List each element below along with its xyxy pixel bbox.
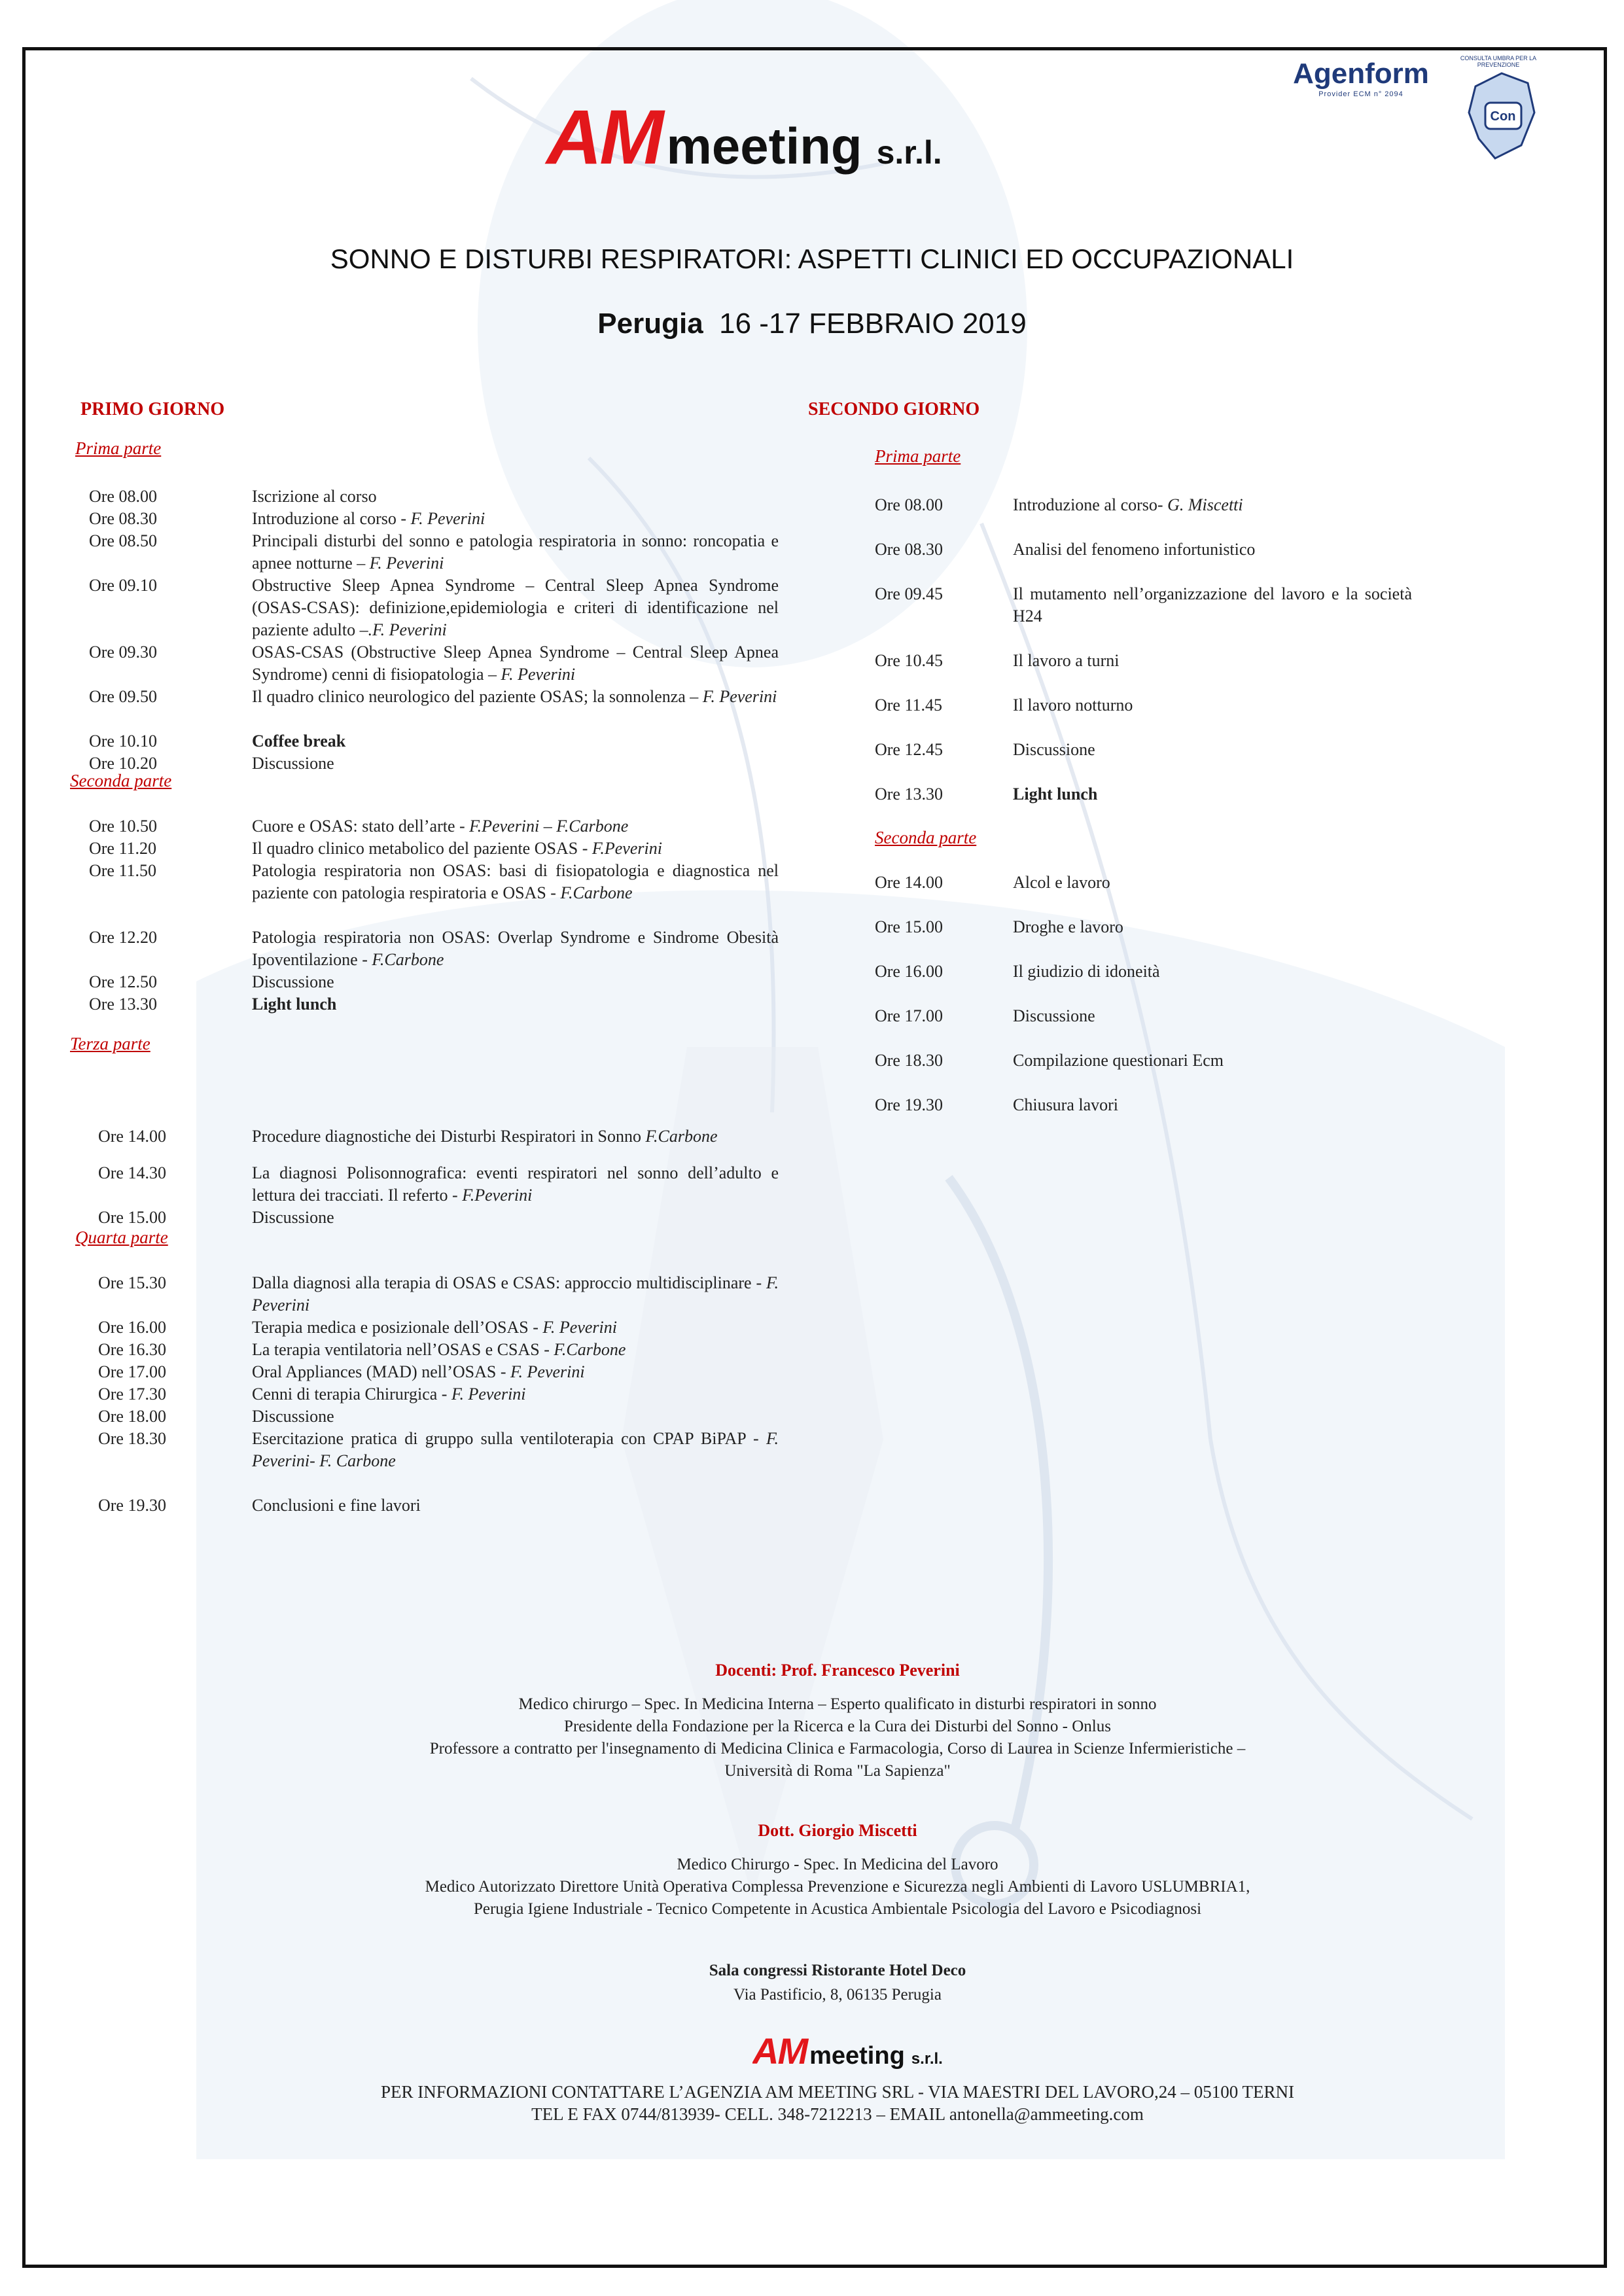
day1-part-label: Quarta parte <box>75 1227 168 1247</box>
agenform-subtitle: Provider ECM n° 2094 <box>1318 90 1403 98</box>
schedule-topic: Principali disturbi del sonno e patologia respiratoria in sonno: roncopatia e apnee notturne – <box>252 531 779 573</box>
schedule-topic: Patologia respiratoria non OSAS: basi di fisiopatologia e diagnostica nel paziente con patologia respiratoria e OSAS - <box>252 861 779 902</box>
schedule-speaker: F. Peverini <box>501 665 576 684</box>
schedule-speaker: G. Miscetti <box>1167 495 1243 514</box>
schedule-description <box>252 574 779 641</box>
schedule-topic: Il mutamento nell’organizzazione del lavoro e la società H24 <box>1013 584 1412 626</box>
agenform-logo <box>1282 58 1439 98</box>
schedule-speaker: F. Peverini <box>542 1318 617 1337</box>
logo-meeting-text: meeting <box>666 117 862 175</box>
schedule-description <box>1013 1094 1412 1116</box>
schedule-speaker: F.Carbone <box>554 1340 626 1359</box>
schedule-description <box>252 486 779 508</box>
schedule-description <box>1013 539 1412 561</box>
schedule-time: Ore 08.30 <box>875 540 943 559</box>
schedule-description <box>252 641 779 686</box>
schedule-description <box>252 1272 779 1316</box>
schedule-time: Ore 10.45 <box>875 651 943 670</box>
schedule-time: Ore 08.50 <box>89 531 157 550</box>
schedule-description <box>252 1428 779 1472</box>
schedule-topic: Introduzione al corso- <box>1013 495 1168 514</box>
schedule-topic: Patologia respiratoria non OSAS: Overlap Syndrome e Sindrome Obesità Ipoventilazione - <box>252 928 779 969</box>
schedule-topic: Compilazione questionari Ecm <box>1013 1051 1224 1070</box>
footer-contact-line: PER INFORMAZIONI CONTATTARE L’AGENZIA AM MEETING SRL - VIA MAESTRI DEL LAVORO,24 – 05100 TERNI <box>381 2082 1294 2102</box>
day1-title: PRIMO GIORNO <box>80 399 225 419</box>
schedule-time: Ore 15.30 <box>98 1273 166 1292</box>
schedule-time: Ore 11.45 <box>875 696 943 715</box>
schedule-topic: Cuore e OSAS: stato dell’arte - <box>252 817 470 836</box>
schedule-time: Ore 12.20 <box>89 928 157 947</box>
schedule-topic: Esercitazione pratica di gruppo sulla ventiloterapia con CPAP BiPAP - <box>252 1429 766 1448</box>
schedule-topic: Dalla diagnosi alla terapia di OSAS e CSAS: approccio multidisciplinare - <box>252 1273 766 1292</box>
schedule-topic: Iscrizione al corso <box>252 487 377 506</box>
schedule-time: Ore 19.30 <box>98 1496 166 1515</box>
schedule-speaker: F. Peverini <box>451 1385 526 1404</box>
event-dates: 16 -17 FEBBRAIO 2019 <box>719 308 1027 340</box>
schedule-speaker: F. Peverini <box>410 509 485 528</box>
schedule-speaker: F. Peverini <box>702 687 777 706</box>
day1-part-label: Terza parte <box>70 1034 150 1053</box>
schedule-time: Ore 17.00 <box>98 1362 166 1381</box>
document-title: SONNO E DISTURBI RESPIRATORI: ASPETTI CLINICI ED OCCUPAZIONALI <box>330 243 1294 274</box>
schedule-description <box>252 815 779 838</box>
schedule-time: Ore 10.20 <box>89 754 157 773</box>
schedule-time: Ore 14.30 <box>98 1163 166 1182</box>
logo-srl-text: s.r.l. <box>876 134 942 171</box>
schedule-description <box>252 686 779 708</box>
schedule-speaker: F.Peverini <box>462 1186 533 1205</box>
consulta-caption: CONSULTA UMBRA PER LA PREVENZIONE <box>1460 55 1537 68</box>
schedule-speaker: F.Carbone <box>372 950 444 969</box>
schedule-topic: Analisi del fenomeno infortunistico <box>1013 540 1256 559</box>
schedule-topic: Coffee break <box>252 732 346 751</box>
schedule-description <box>1013 916 1412 938</box>
schedule-description <box>252 1316 779 1339</box>
venue-address: Via Pastificio, 8, 06135 Perugia <box>733 1986 942 2004</box>
schedule-topic: Discussione <box>252 1208 334 1227</box>
schedule-time: Ore 16.00 <box>98 1318 166 1337</box>
schedule-topic: Chiusura lavori <box>1013 1095 1119 1114</box>
day1-part-label: Seconda parte <box>70 771 172 790</box>
schedule-topic: La terapia ventilatoria nell’OSAS e CSAS - <box>252 1340 554 1359</box>
schedule-topic: Introduzione al corso - <box>252 509 411 528</box>
schedule-description <box>252 530 779 574</box>
schedule-topic: OSAS-CSAS (Obstructive Sleep Apnea Syndrome – Central Sleep Apnea Syndrome) cenni di fisiopatologia – <box>252 643 779 684</box>
faculty-peverini-name: Docenti: Prof. Francesco Peverini <box>715 1661 960 1680</box>
faculty-miscetti-line: Medico Autorizzato Direttore Unità Operativa Complessa Prevenzione e Sicurezza negli Ambienti di Lavoro USLUMBRIA1, <box>425 1878 1250 1896</box>
small-logo-am-text: AM <box>752 2030 807 2069</box>
schedule-description <box>252 971 779 993</box>
schedule-topic: Discussione <box>252 754 334 773</box>
schedule-topic: Light lunch <box>1013 785 1098 804</box>
schedule-topic: Obstructive Sleep Apnea Syndrome – Central Sleep Apnea Syndrome (OSAS-CSAS): definizione,epidemiologia e criteri di identificazione nel paziente adulto – <box>252 576 779 639</box>
schedule-topic: Terapia medica e posizionale dell’OSAS - <box>252 1318 543 1337</box>
schedule-topic: Conclusioni e fine lavori <box>252 1496 421 1515</box>
schedule-time: Ore 16.30 <box>98 1340 166 1359</box>
schedule-time: Ore 16.00 <box>875 962 943 981</box>
schedule-time: Ore 11.50 <box>89 861 157 880</box>
faculty-peverini-line: Presidente della Fondazione per la Ricerca e la Cura dei Disturbi del Sonno - Onlus <box>564 1718 1111 1735</box>
schedule-time: Ore 09.50 <box>89 687 157 706</box>
schedule-time: Ore 13.30 <box>875 785 943 804</box>
schedule-description <box>252 1207 779 1229</box>
schedule-description <box>252 927 779 971</box>
schedule-time: Ore 15.00 <box>98 1208 166 1227</box>
schedule-description <box>1013 739 1412 761</box>
faculty-peverini-line: Medico chirurgo – Spec. In Medicina Interna – Esperto qualificato in disturbi respiratori in sonno <box>518 1695 1157 1713</box>
schedule-topic: Alcol e lavoro <box>1013 873 1110 892</box>
schedule-time: Ore 15.00 <box>875 917 943 936</box>
svg-text:Con: Con <box>1490 109 1516 124</box>
day1-part-label: Prima parte <box>75 438 162 458</box>
schedule-topic: Il quadro clinico metabolico del paziente OSAS - <box>252 839 592 858</box>
schedule-topic: Discussione <box>1013 740 1095 759</box>
footer-contact-line: TEL E FAX 0744/813939- CELL. 348-7212213 – EMAIL antonella@ammeeting.com <box>531 2104 1144 2124</box>
schedule-description <box>252 838 779 860</box>
day2-title: SECONDO GIORNO <box>808 399 980 419</box>
schedule-topic: Droghe e lavoro <box>1013 917 1123 936</box>
schedule-speaker: F. Peverini <box>369 554 444 573</box>
schedule-time: Ore 09.10 <box>89 576 157 595</box>
schedule-time: Ore 10.10 <box>89 732 157 751</box>
day2-part-label: Prima parte <box>875 446 961 466</box>
schedule-topic: Light lunch <box>252 995 337 1014</box>
schedule-time: Ore 18.30 <box>98 1429 166 1448</box>
consulta-umbra-logo <box>1449 55 1547 165</box>
faculty-miscetti-name: Dott. Giorgio Miscetti <box>758 1821 917 1840</box>
faculty-peverini-line: Professore a contratto per l'insegnamento di Medicina Clinica e Farmacologia, Corso di Laurea in Scienze Infermieristiche – <box>429 1740 1246 1757</box>
faculty-miscetti-line: Perugia Igiene Industriale - Tecnico Competente in Acustica Ambientale Psicologia del Lavoro e Psicodiagnosi <box>473 1900 1202 1918</box>
schedule-description <box>1013 650 1412 672</box>
schedule-topic: Il lavoro notturno <box>1013 696 1133 715</box>
am-meeting-small-logo <box>752 2030 943 2069</box>
schedule-time: Ore 08.00 <box>89 487 157 506</box>
schedule-description <box>252 1494 779 1517</box>
schedule-time: Ore 14.00 <box>98 1127 166 1146</box>
page-border <box>22 47 1607 2268</box>
schedule-time: Ore 12.50 <box>89 972 157 991</box>
schedule-time: Ore 18.00 <box>98 1407 166 1426</box>
schedule-description <box>1013 494 1412 516</box>
small-logo-meeting-text: meeting <box>809 2042 905 2069</box>
schedule-description <box>252 1361 779 1383</box>
schedule-topic: Oral Appliances (MAD) nell’OSAS - <box>252 1362 510 1381</box>
faculty-miscetti-line: Medico Chirurgo - Spec. In Medicina del Lavoro <box>677 1856 998 1873</box>
schedule-description <box>252 1405 779 1428</box>
schedule-description <box>252 860 779 904</box>
schedule-description <box>252 1383 779 1405</box>
consulta-map-icon <box>1449 60 1547 165</box>
schedule-topic: Procedure diagnostiche dei Disturbi Respiratori in Sonno <box>252 1127 646 1146</box>
schedule-topic: Discussione <box>252 972 334 991</box>
schedule-time: Ore 17.00 <box>875 1006 943 1025</box>
schedule-description <box>252 1162 779 1207</box>
schedule-description <box>1013 1005 1412 1027</box>
day2-part-label: Seconda parte <box>875 828 977 847</box>
document-subtitle <box>0 308 1624 340</box>
schedule-time: Ore 18.30 <box>875 1051 943 1070</box>
schedule-topic: Il lavoro a turni <box>1013 651 1120 670</box>
schedule-description <box>1013 1050 1412 1072</box>
schedule-time: Ore 08.30 <box>89 509 157 528</box>
schedule-description <box>1013 872 1412 894</box>
schedule-description <box>252 508 779 530</box>
schedule-speaker: F. Peverini <box>252 1273 779 1315</box>
schedule-speaker: F. Peverini <box>510 1362 585 1381</box>
schedule-time: Ore 12.45 <box>875 740 943 759</box>
schedule-description <box>1013 961 1412 983</box>
event-city: Perugia <box>597 308 703 340</box>
schedule-description <box>252 752 779 775</box>
schedule-time: Ore 10.50 <box>89 817 157 836</box>
schedule-topic: Cenni di terapia Chirurgica - <box>252 1385 451 1404</box>
schedule-time: Ore 17.30 <box>98 1385 166 1404</box>
faculty-peverini-line: Università di Roma "La Sapienza" <box>724 1762 951 1780</box>
schedule-time: Ore 09.45 <box>875 584 943 603</box>
logo-am-text: AM <box>546 94 662 181</box>
schedule-topic: Discussione <box>1013 1006 1095 1025</box>
am-meeting-logo <box>546 94 942 181</box>
schedule-time: Ore 08.00 <box>875 495 943 514</box>
small-logo-srl-text: s.r.l. <box>911 2050 943 2068</box>
schedule-time: Ore 14.00 <box>875 873 943 892</box>
schedule-speaker: F.Peverini – F.Carbone <box>469 817 629 836</box>
schedule-speaker: F. Peverini- F. Carbone <box>252 1429 779 1470</box>
schedule-time: Ore 19.30 <box>875 1095 943 1114</box>
agenform-name: Agenform <box>1293 58 1429 90</box>
schedule-speaker: F.Carbone <box>560 883 633 902</box>
schedule-time: Ore 11.20 <box>89 839 157 858</box>
schedule-description <box>1013 583 1412 627</box>
schedule-topic: Il quadro clinico neurologico del paziente OSAS; la sonnolenza – <box>252 687 703 706</box>
venue-name: Sala congressi Ristorante Hotel Deco <box>709 1962 966 1979</box>
schedule-speaker: .F. Peverini <box>368 620 447 639</box>
schedule-topic: Discussione <box>252 1407 334 1426</box>
schedule-topic: La diagnosi Polisonnografica: eventi respiratori nel sonno dell’adulto e lettura dei tracciati. Il referto - <box>252 1163 779 1205</box>
schedule-description <box>252 993 779 1016</box>
schedule-speaker: F.Carbone <box>645 1127 718 1146</box>
schedule-description <box>252 730 779 752</box>
schedule-description <box>1013 694 1412 716</box>
schedule-topic: Il giudizio di idoneità <box>1013 962 1160 981</box>
schedule-time: Ore 13.30 <box>89 995 157 1014</box>
schedule-description <box>252 1339 779 1361</box>
schedule-speaker: F.Peverini <box>591 839 662 858</box>
schedule-description <box>252 1125 779 1148</box>
schedule-time: Ore 09.30 <box>89 643 157 662</box>
schedule-description <box>1013 783 1412 805</box>
